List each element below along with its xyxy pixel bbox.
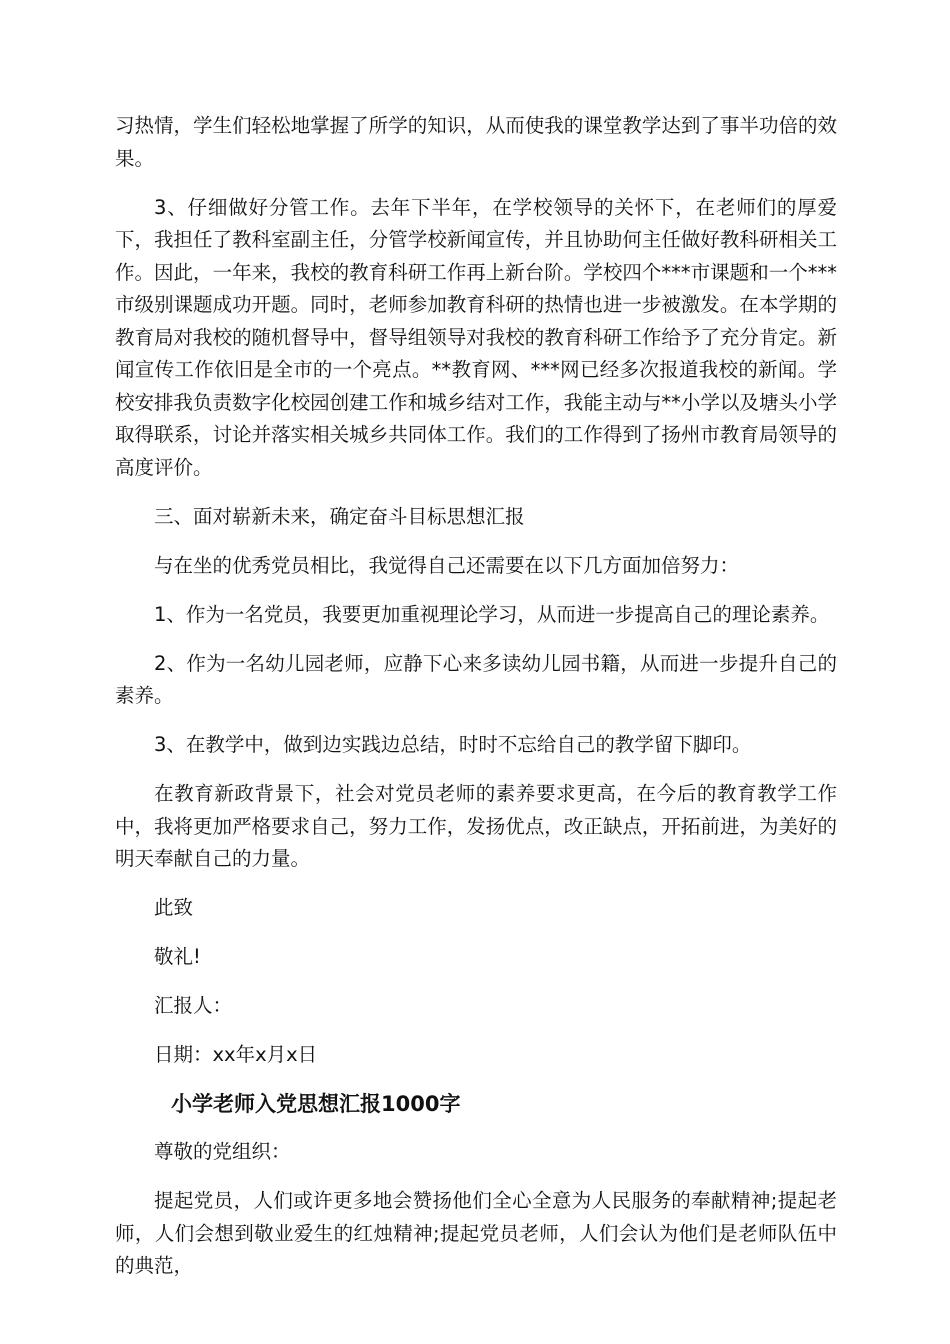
closing-line: 此致 [154,896,194,919]
paragraph: 与在坐的优秀党员相比，我觉得自己还需要在以下几方面加倍努力： [154,553,740,577]
paragraph: 3、仔细做好分管工作。去年下半年，在学校领导的关怀下，在老师们的厚爱下，我担任了教科室副主任，分管学校新闻宣传，并且协助何主任做好教科研相关工作。因此，一年来，我校的教育科研工作再上新台阶。学校四个***市课题和一个***市级别课题成功开题。同时，老师参加教育科研的热情也进一步被激发。在本学期的教育局对我校的随机督导中，督导组领导对我校的教育科研工作给予了充分肯定。新闻宣传工作依旧是全市的一个亮点。**教育网、***网已经多次报道我校的新闻。学校安排我负责数字化校园创建工作和城乡结对工作，我能主动与**小学以及塘头小学取得联系，讨论并落实相关城乡共同体工作。我们的工作得到了扬州市教育局领导的高度评价。 [115,195,837,479]
reporter-line: 汇报人： [154,994,233,1017]
section-heading: 三、面对崭新未来，确定奋斗目标思想汇报 [154,504,525,528]
list-item: 3、在教学中，做到边实践边总结，时时不忘给自己的教学留下脚印。 [154,733,752,756]
document-title: 小学老师入党思想汇报1000字 [171,1092,461,1116]
salutation: 尊敬的党组织： [154,1140,291,1163]
date-line: 日期：xx年x月x日 [154,1043,318,1066]
list-item: 1、作为一名党员，我要更加重视理论学习，从而进一步提高自己的理论素养。 [154,602,830,626]
list-item: 2、作为一名幼儿园老师，应静下心来多读幼儿园书籍，从而进一步提升自己的素养。 [115,651,837,707]
paragraph: 在教育新政背景下，社会对党员老师的素养要求更高，在今后的教育教学工作中，我将更加严格要求自己，努力工作，发扬优点，改正缺点，开拓前进，为美好的明天奉献自己的力量。 [115,782,837,870]
paragraph: 习热情，学生们轻松地掌握了所学的知识，从而使我的课堂教学达到了事半功倍的效果。 [115,114,837,170]
closing-salute: 敬礼! [154,945,201,968]
paragraph: 提起党员，人们或许更多地会赞扬他们全心全意为人民服务的奉献精神;提起老师，人们会想到敬业爱生的红烛精神;提起党员老师，人们会认为他们是老师队伍中的典范， [115,1189,837,1277]
document-body [115,110,837,1299]
